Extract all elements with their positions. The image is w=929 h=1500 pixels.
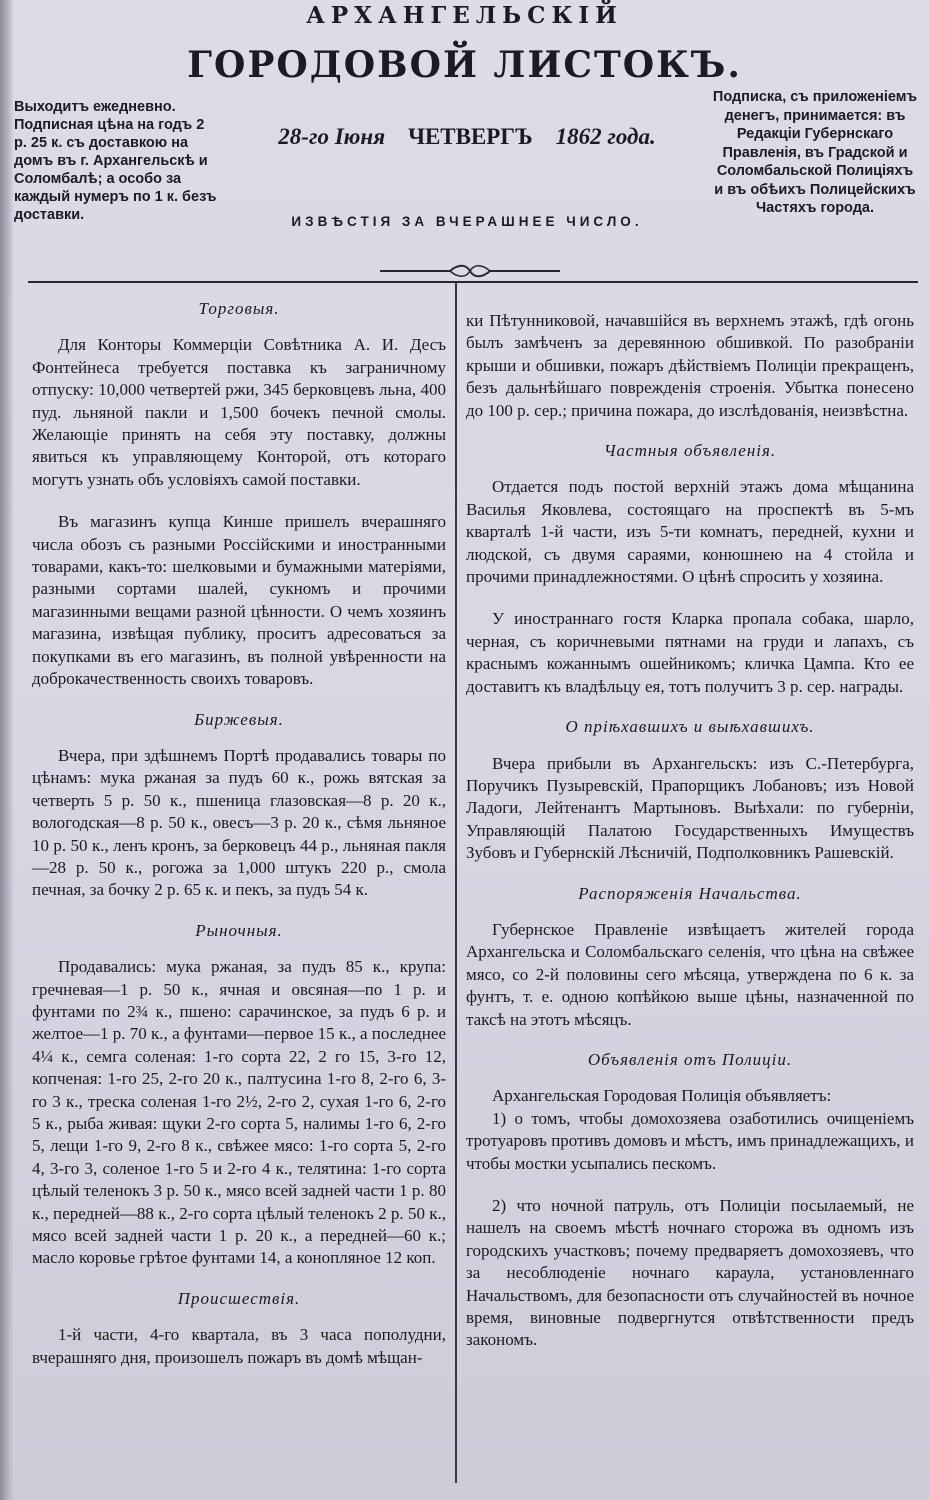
issue-date (222, 124, 712, 150)
section-heading-market: Рыночныя. (195, 920, 283, 940)
page-edge-shadow (0, 0, 14, 1500)
section-heading-private-notices: Частныя объявленія. (603, 441, 777, 461)
police-item-sidewalks: 1) о томъ, чтобы домохозяева озаботились очищеніемъ тротуаровъ противъ домовъ и мѣстъ, имъ принадлежащихъ, и чтобы мостки усыпались пескомъ. (466, 1108, 914, 1173)
column-divider (455, 283, 457, 1483)
exchange-prices: Вчера, при здѣшнемъ Портѣ продавались товары по цѣнамъ: мука ржаная за пудъ 60 к., рожь вятская за четверть 5 р. 50 к., пшеница глазовская—8 р. 20 к., вологодская—8 р. 50 к., овесъ—3 р. 20 к., сѣмя льняное 10 р. 50 к., ленъ кронъ, за берковецъ 44 р., льняная пакля—28 р. 50 к., рогожа за 1,000 штукъ 220 р., смола печная, за бочку 2 р. 65 к. и пекъ, за пудъ 54 к. (32, 745, 446, 900)
issue-year: 1862 года. (555, 124, 656, 149)
subscription-price-info: Выходитъ ежедневно. Подписная цѣна на годъ 2 р. 25 к. съ доставкою на домъ въ г. Архангельскѣ и Соломбалѣ; а особо за каждый нумеръ по 1 к. безъ доставки. (14, 99, 217, 223)
issue-weekday: ЧЕТВЕРГЪ (408, 124, 533, 149)
trade-notice-kinshe: Въ магазинъ купца Кинше пришелъ вчерашняго числа обозъ съ разными Россійскими и иностранными товарами, какъ-то: шелковыми и бумажными матеріями, разными сортами шалей, сукномъ и прочими магазинными вещами разной цѣнности. О чемъ хозяинъ магазина, извѣщая публику, проситъ адресоваться за покупками въ его магазинъ, въ полной увѣренности на доброкачественность своихъ товаровъ. (32, 512, 446, 689)
left-column (32, 298, 446, 1369)
ornament-divider (380, 264, 560, 278)
issue-day: 28-го Іюня (278, 124, 386, 149)
incident-report-start: 1-й части, 4-го квартала, въ 3 часа пополудни, вчерашняго дня, произошелъ пожаръ въ домѣ мѣщан- (32, 1325, 446, 1367)
incident-report-continued: ки Пѣтунниковой, начавшійся въ верхнемъ этажѣ, гдѣ огонь былъ замѣченъ за деревянною обшивкой. По разобраніи крыши и обшивки, пожаръ дѣйствіемъ Полиціи прекращенъ, безъ дальнѣйшаго поврежденія строенія. Убытка понесено до 100 р. сер.; причина пожара, до изслѣдованія, неизвѣстна. (466, 311, 914, 420)
masthead-title-top: АРХАНГЕЛЬСКІЙ (306, 2, 623, 29)
trade-notice-fontejnes: Для Конторы Коммерціи Совѣтника А. И. Десъ Фонтейнеса требуется поставка къ заграничному отпуску: 10,000 четвертей ржи, 345 берковцевъ льна, 400 пуд. льняной пакли и 1,500 бочекъ печной смолы. Желающіе принять на себя эту поставку, должны явиться къ управляющему Конторой, отъ котораго могутъ узнать объ условіяхъ самой поставки. (32, 335, 446, 489)
section-heading-police: Объявленія отъ Полиціи. (587, 1049, 793, 1069)
section-heading-incidents: Происшествія. (177, 1288, 301, 1308)
section-heading-exchange: Биржевыя. (194, 709, 284, 729)
police-intro: Архангельская Городовая Полиція объявляетъ: (492, 1086, 832, 1106)
meat-price-order: Губернское Правленіе извѣщаетъ жителей города Архангельска и Соломбальскаго селенія, что цѣна на свѣжее мясо, со 2-й половины сего мѣсяца, утверждена по 6 к. за фунтъ, т. е. одною копѣйкою выше цѣны, назначенной по таксѣ на этотъ мѣсяцъ. (466, 919, 914, 1029)
subscription-office-info: Подписка, съ приложеніемъ денегъ, принимается: въ Редакціи Губернскаго Правленія, въ Градской и Соломбальской Полиціяхъ и въ обѣихъ Полицейскихъ Частяхъ города. (712, 89, 918, 216)
right-column (466, 310, 914, 1352)
section-heading-orders: Распоряженія Начальства. (578, 883, 802, 903)
header-rule (28, 281, 918, 283)
section-heading-trade: Торговыя. (198, 299, 280, 318)
masthead-title-main: ГОРОДОВОЙ ЛИСТОКЪ. (187, 44, 742, 86)
market-prices: Продавались: мука ржаная, за пудъ 85 к., крупа: гречневая—1 р. 50 к., ячная и овсяная—по 1 р. и фунтами по 2¾ к., пшено: сарачинское, за пудъ 6 р. и желтое—1 р. 70 к., а фунтами—первое 15 к., а последнее 4¼ к., семга соленая: 1-го сорта 22, 2 го 15, 3-го 12, копченая: 1-го 25, 2-го 20 к., палтусина 1-го 8, 2-го 6, 3-го 3 к., треска соленая 1-го 2½, 2-го 2, сухая 1-го 6, 2-го 5 к., рыба живая: щуки 2-го сорта 5, налимы 1-го 6, 2-го 5, лещи 1-го 9, 2-го 8 к., свѣжее мясо: 1-го сорта 5, 2-го 4, 3-го 3, соленое 1-го 5 и 2-го 4 к., телятина: 1-го сорта цѣлый теленокъ 3 р. 50 к., мясо всей задней части 1 р. 80 к., передней—88 к., 2-го сорта цѣлый теленокъ 2 р. 50 к., мясо всей задней части 1 р. 20 к., а передней—60 к.; масло коровье грѣтое фунтами 14, а конопляное 12 коп. (32, 957, 446, 1268)
section-heading-arrivals: О пріѣхавшихъ и выѣхавшихъ. (565, 717, 815, 737)
news-heading: ИЗВѢСТІЯ ЗА ВЧЕРАШНЕЕ ЧИСЛО. (291, 214, 643, 229)
police-item-night-watch: 2) что ночной патруль, отъ Полиціи посылаемый, не нашелъ на своемъ мѣстѣ ночнаго сторожа въ одномъ изъ городскихъ участковъ; почему предваряетъ домохозяевъ, что за несоблюденіе ночнаго караула, установленнаго Начальствомъ, для безопасности отъ случайностей въ ночное время, виновные подвергнутся отвѣтственности предъ закономъ. (466, 1196, 914, 1350)
arrivals-departures: Вчера прибыли въ Архангельскъ: изъ С.-Петербурга, Поручикъ Пузыревскій, Прапорщикъ Лобановъ; изъ Новой Ладоги, Лейтенантъ Мартыновъ. Выѣхали: по губерніи, Управляющій Палатою Государственныхъ Имуществъ Зубовъ и Губернскій Лѣсничій, Подполковникъ Рашевскій. (466, 753, 914, 863)
private-notice-lodging: Отдается подъ постой верхній этажъ дома мѣщанина Василья Яковлева, состоящаго на проспектѣ въ 5-мъ кварталѣ 1-й части, изъ 5-ти комнатъ, передней, кухни и людской, съ двумя сараями, конюшнею на 4 стойла и прочими принадлежностями. О цѣнѣ спросить у хозяина. (466, 477, 914, 587)
private-notice-lost-dog: У иностраннаго гостя Кларка пропала собака, шарло, черная, съ коричневыми пятнами на груди и лапахъ, съ краснымъ кожаннымъ ошейникомъ; кличка Цампа. Кто ее доставитъ къ владѣльцу ея, тотъ получитъ 3 р. сер. награды. (466, 609, 914, 696)
